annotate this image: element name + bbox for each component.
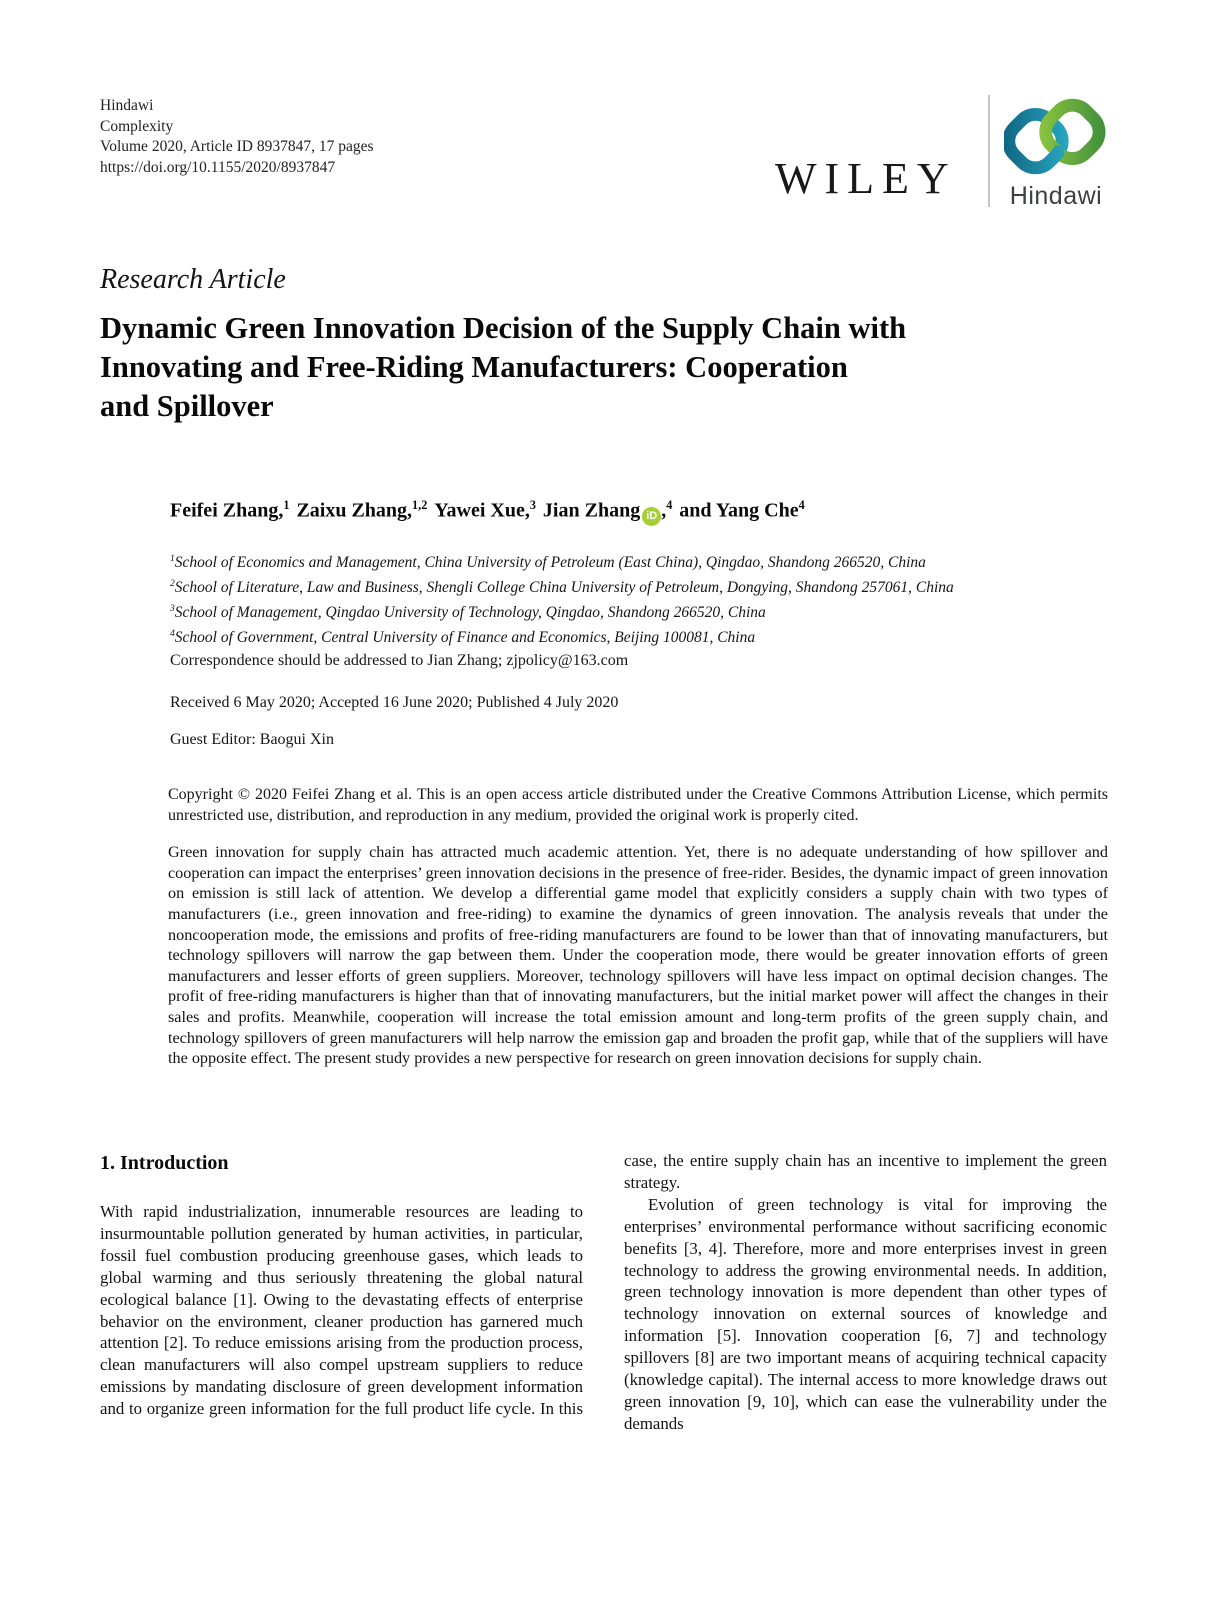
author-name: Zaixu Zhang, [296, 499, 413, 522]
left-column [100, 1150, 583, 1435]
author-affiliation-marker: 1,2 [412, 498, 428, 512]
publisher-name: Hindawi [100, 97, 154, 114]
author-affiliation-marker: 1 [283, 498, 290, 512]
author-name: and Yang Che [679, 499, 799, 522]
article-type-label: Research Article [100, 264, 286, 295]
affiliation-marker: 2 [170, 578, 175, 590]
article-title-line-2: Innovating and Free-Riding Manufacturers: Cooperation [100, 350, 848, 384]
affiliation-line [170, 623, 1120, 648]
affiliation-text: School of Government, Central University of Finance and Economics, Beijing 100081, China [174, 629, 756, 647]
orcid-icon[interactable]: iD [642, 507, 661, 526]
affiliation-text: School of Management, Qingdao University of Technology, Qingdao, Shandong 266520, China [174, 604, 766, 622]
abstract: Green innovation for supply chain has attracted much academic attention. Yet, there is no adequate understanding of how spillover and cooperation can impact the enterprises’ green innovation decisions in the presence of free-rider. Besides, the dynamic impact of green innovation on emission is still lack of attention. We develop a differential game model that explicitly considers a supply chain with two types of manufacturers (i.e., green innovation and free-riding) to examine the dynamics of green innovation. The analysis reveals that under the noncooperation mode, the emissions and profits of free-riding manufacturers are found to be lower than that of innovating manufacturers, but technology spillovers will narrow the gap between them. Under the cooperation mode, there would be greater innovation efforts of green manufacturers and lesser efforts of green suppliers. Moreover, technology spillovers will have less impact on optimal decision changes. The profit of free-riding manufacturers is higher than that of innovating manufacturers, but the initial market power will affect the changes in their sales and profits. Meanwhile, cooperation will increase the total emission amount and long-term profits of the green supply chain, and technology spillovers of green manufacturers will help narrow the emission gap and broaden the profit gap, while that of the suppliers will have the opposite effect. The present study provides a new perspective for research on green innovation decisions for supply chain. [168, 843, 1108, 1068]
article-title [100, 309, 1080, 426]
hindawi-rings-icon [1004, 94, 1108, 180]
intro-paragraph-1-continued: case, the entire supply chain has an incentive to implement the green strategy. [624, 1151, 1107, 1192]
hindawi-logo [1000, 94, 1112, 211]
author-name: Yawei Xue, [434, 499, 530, 522]
body-columns [100, 1150, 1108, 1435]
doi-link[interactable]: https://doi.org/10.1155/2020/8937847 [100, 158, 336, 176]
affiliation-marker: 1 [170, 553, 175, 564]
affiliation-marker: 3 [170, 603, 175, 615]
author-name: Jian Zhang [542, 499, 641, 522]
affiliation-list [170, 548, 1120, 649]
publication-info [100, 96, 374, 178]
right-column [624, 1150, 1107, 1435]
affiliation-line [170, 598, 1120, 623]
intro-paragraph-1: With rapid industrialization, innumerable resources are leading to insurmountable pollution generated by human activities, in particular, fossil fuel combustion producing greenhouse gases, which leads to global warming and thus seriously threatening the global natural ecological balance [1]. Owing to the devastating effects of enterprise behavior on the environment, cleaner production has garnered much attention [2]. To reduce emissions arising from the production process, clean manufacturers will also compel upstream suppliers to reduce emissions by mandating disclosure of green development information and to organize green information for the full product life cycle. In this [100, 1202, 583, 1419]
guest-editor: Guest Editor: Baogui Xin [170, 731, 334, 748]
affiliation-line [170, 573, 1120, 598]
affiliation-line [170, 548, 1120, 573]
author-affiliation-marker: 3 [529, 498, 536, 512]
section-heading-introduction: 1. Introduction [100, 1152, 229, 1174]
hindawi-logo-label: Hindawi [1009, 182, 1103, 210]
brand-divider [988, 95, 990, 207]
author-separator: , [661, 499, 667, 522]
affiliation-text: School of Economics and Management, China University of Petroleum (East China), Qingdao, Shandong 266520, China [174, 554, 926, 572]
volume-article-id: Volume 2020, Article ID 8937847, 17 pages [100, 138, 374, 155]
article-title-line-3: and Spillover [100, 389, 274, 423]
author-affiliation-marker: 4 [666, 498, 673, 512]
affiliation-text: School of Literature, Law and Business, Shengli College China University of Petroleum, Dongying, Shandong 257061, China [174, 579, 954, 597]
copyright-notice: Copyright © 2020 Feifei Zhang et al. This is an open access article distributed under the Creative Commons Attribution License, which permits unrestricted use, distribution, and reproduction in any medium, provided the original work is properly cited. [168, 786, 1108, 824]
correspondence-line [170, 652, 628, 670]
correspondence-email-link[interactable]: zjpolicy@163.com [506, 652, 629, 669]
article-history: Received 6 May 2020; Accepted 16 June 2020; Published 4 July 2020 [170, 694, 619, 711]
author-name: Feifei Zhang, [170, 499, 284, 522]
author-list [170, 498, 1110, 526]
intro-paragraph-2: Evolution of green technology is vital for improving the enterprises’ environmental performance without sacrificing economic benefits [3, 4]. Therefore, more and more enterprises invest in green technology to address the growing environmental needs. In addition, green technology innovation is more dependent than other types of technology innovation on external sources of knowledge and information [5]. Innovation cooperation [6, 7] and technology spillovers [8] are two important means of acquiring technical capacity (knowledge capital). The internal access to more knowledge draws out green innovation [9, 10], which can ease the vulnerability under the demands [624, 1194, 1107, 1433]
affiliation-marker: 4 [170, 628, 175, 640]
article-title-line-1: Dynamic Green Innovation Decision of the Supply Chain with [100, 311, 907, 345]
journal-name: Complexity [100, 117, 174, 135]
wiley-logo: WILEY [775, 154, 957, 203]
correspondence-text: Correspondence should be addressed to Jian Zhang; [170, 652, 507, 669]
author-affiliation-marker: 4 [798, 498, 805, 512]
